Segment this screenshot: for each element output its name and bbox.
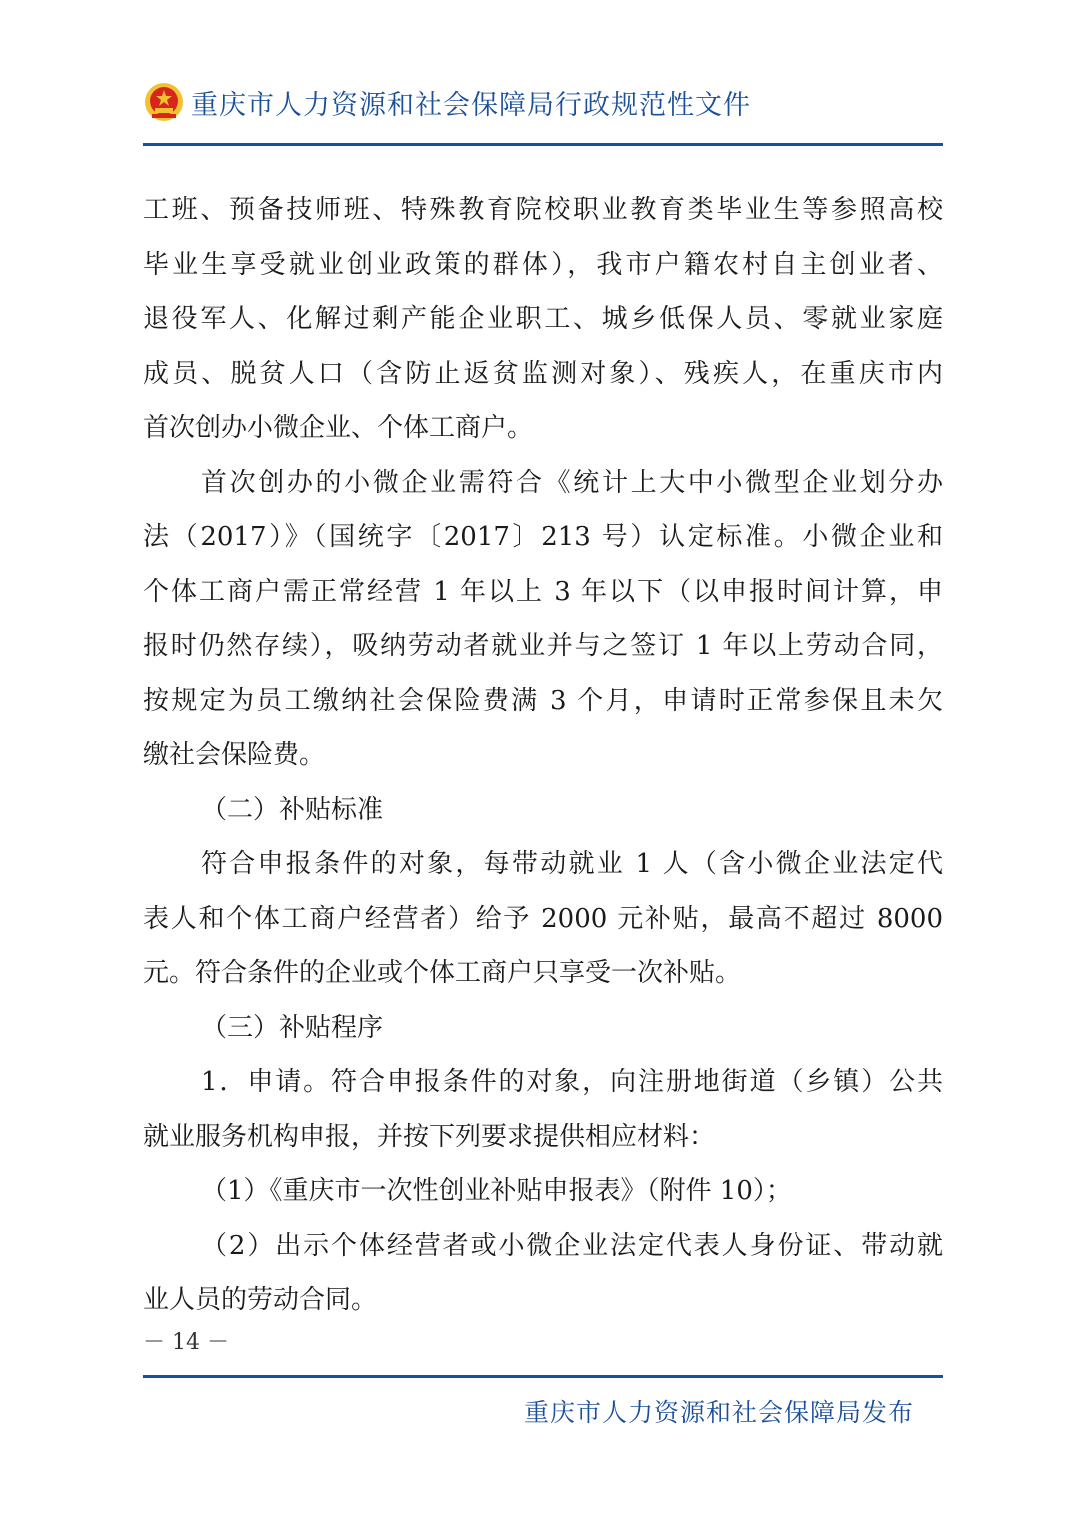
body-line: 业人员的劳动合同。 [143,1285,378,1315]
page-number: － 14 － [143,1330,229,1355]
body-line: 按规定为员工缴纳社会保险费满 3 个月，申请时正常参保且未欠 [143,685,943,716]
document-body [143,183,943,1328]
body-line: 表人和个体工商户经营者）给予 2000 元补贴，最高不超过 8000 [143,903,943,934]
section-heading: （二）补贴标准 [201,794,384,825]
body-line: 退役军人、化解过剩产能企业职工、城乡低保人员、零就业家庭 [143,304,943,334]
national-emblem-icon [143,81,185,123]
footer-rule [143,1375,943,1378]
section-heading: （三）补贴程序 [201,1012,384,1043]
body-line: 个体工商户需正常经营 1 年以上 3 年以下（以申报时间计算，申 [143,576,943,607]
body-line: （1）《重庆市一次性创业补贴申报表》（附件 10）； [201,1176,792,1206]
footer-publisher: 重庆市人力资源和社会保障局发布 [523,1398,914,1427]
body-line: （2）出示个体经营者或小微企业法定代表人身份证、带动就 [201,1230,943,1261]
body-line: 报时仍然存续），吸纳劳动者就业并与之签订 1 年以上劳动合同， [143,631,943,661]
body-line: 1．申请。符合申报条件的对象，向注册地街道（乡镇）公共 [201,1067,943,1097]
body-line: 就业服务机构申报，并按下列要求提供相应材料： [143,1121,716,1152]
body-line: 元。符合条件的企业或个体工商户只享受一次补贴。 [143,958,742,988]
body-line: 首次创办小微企业、个体工商户。 [143,413,534,443]
header-rule [143,143,943,146]
body-line: 毕业生享受就业创业政策的群体），我市户籍农村自主创业者、 [143,249,943,280]
header-title: 重庆市人力资源和社会保障局行政规范性文件 [191,89,751,121]
body-line: 工班、预备技师班、特殊教育院校职业教育类毕业生等参照高校 [143,195,943,225]
body-line: 缴社会保险费。 [143,740,326,770]
body-line: 成员、脱贫人口（含防止返贫监测对象）、残疾人，在重庆市内 [143,358,943,389]
body-line: 法（2017）》（国统字〔2017〕213 号）认定标准。小微企业和 [143,522,943,552]
document-header [143,78,943,126]
body-line: 符合申报条件的对象，每带动就业 1 人（含小微企业法定代 [201,849,943,879]
body-line: 首次创办的小微企业需符合《统计上大中小微型企业划分办 [201,467,943,498]
